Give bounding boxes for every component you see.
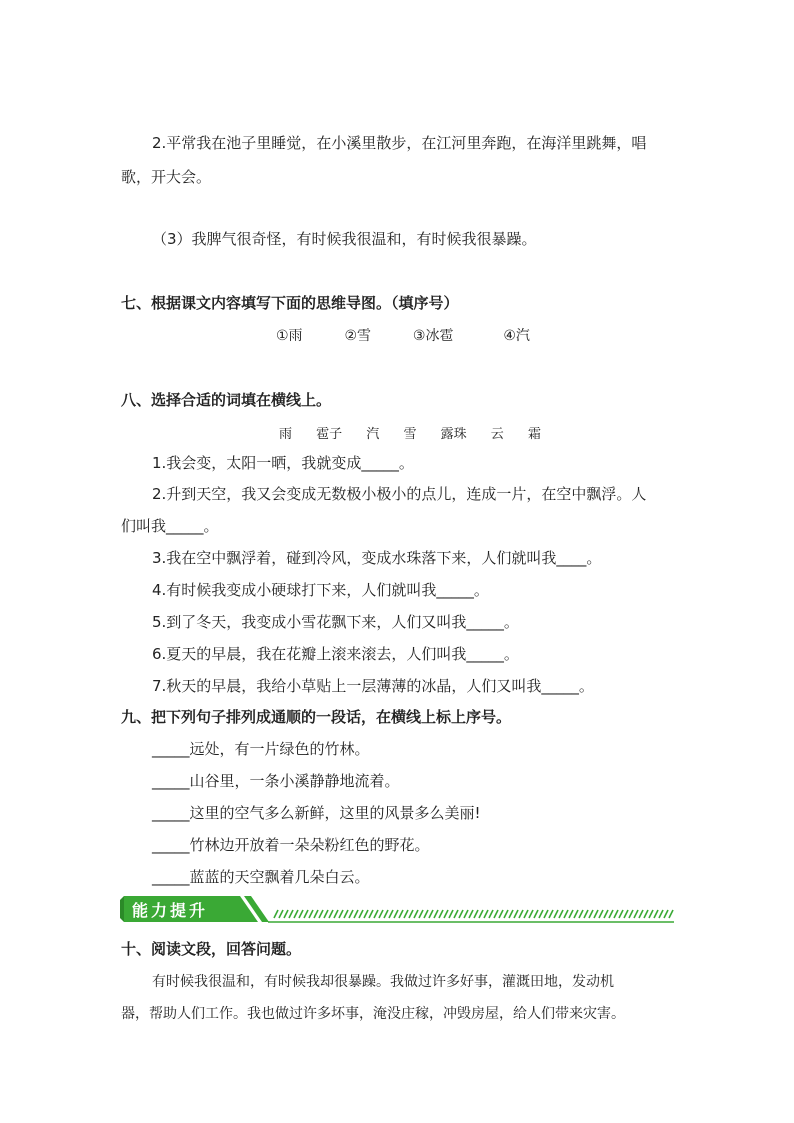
banner-stripe	[589, 910, 593, 918]
banner-stripe	[509, 910, 513, 918]
banner-stripe	[349, 910, 353, 918]
banner-stripe	[529, 910, 533, 918]
banner-label: 能力提升	[132, 901, 209, 920]
banner-stripe	[474, 910, 478, 918]
fill-blank-item: 3.我在空中飘浮着，碰到冷风，变成水珠落下来，人们就叫我____。	[152, 549, 602, 567]
banner-stripe	[599, 910, 603, 918]
banner-stripe	[374, 910, 378, 918]
banner-stripe	[634, 910, 638, 918]
ordering-item: _____竹林边开放着一朵朵粉红色的野花。	[152, 836, 430, 854]
fill-blank-item: 2.升到天空，我又会变成无数极小极小的点儿，连成一片，在空中飘浮。人	[152, 485, 647, 503]
banner-stripe	[594, 910, 598, 918]
banner-stripe	[429, 910, 433, 918]
fill-blank-item: 4.有时候我变成小硬球打下来，人们就叫我_____。	[152, 581, 489, 599]
banner-stripe	[369, 910, 373, 918]
banner-stripe	[344, 910, 348, 918]
fill-blank-item: 们叫我_____。	[121, 517, 219, 535]
banner-stripe	[504, 910, 508, 918]
banner-stripe	[669, 910, 673, 918]
ordering-item: _____这里的空气多么新鲜，这里的风景多么美丽!	[152, 804, 481, 822]
banner-stripe	[564, 910, 568, 918]
banner-stripe	[614, 910, 618, 918]
banner-stripe	[494, 910, 498, 918]
word-item: 露珠	[440, 427, 467, 442]
ability-banner	[118, 892, 678, 928]
banner-stripe	[484, 910, 488, 918]
section-10-title: 十、阅读文段，回答问题。	[121, 940, 302, 958]
banner-stripe	[339, 910, 343, 918]
banner-stripe	[274, 910, 278, 918]
banner-stripe	[359, 910, 363, 918]
banner-stripe	[554, 910, 558, 918]
banner-stripe	[624, 910, 628, 918]
banner-stripe	[489, 910, 493, 918]
word-item: 雪	[403, 427, 417, 442]
banner-stripe	[559, 910, 563, 918]
fill-blank-item: 7.秋天的早晨，我给小草贴上一层薄薄的冰晶，人们又叫我_____。	[152, 677, 594, 695]
banner-stripe	[619, 910, 623, 918]
options-row	[276, 325, 530, 345]
banner-stripe	[659, 910, 663, 918]
banner-stripe	[324, 910, 328, 918]
section-8-title: 八、选择合适的词填在横线上。	[121, 391, 332, 409]
banner-stripe	[314, 910, 318, 918]
word-item: 雹子	[316, 427, 343, 442]
text-line: （3）我脾气很奇怪，有时候我很温和，有时候我很暴躁。	[152, 230, 537, 248]
banner-stripe	[464, 910, 468, 918]
banner-stripe	[549, 910, 553, 918]
word-item: 霜	[527, 427, 541, 442]
banner-stripe	[394, 910, 398, 918]
banner-stripe	[279, 910, 283, 918]
banner-stripe	[514, 910, 518, 918]
banner-stripe	[289, 910, 293, 918]
ordering-item: _____远处，有一片绿色的竹林。	[152, 740, 370, 758]
banner-stripe	[449, 910, 453, 918]
banner-stripe	[379, 910, 383, 918]
banner-stripe	[354, 910, 358, 918]
fill-blank-item: 5.到了冬天，我变成小雪花飘下来，人们又叫我_____。	[152, 613, 519, 631]
banner-stripe	[364, 910, 368, 918]
section-7-title: 七、根据课文内容填写下面的思维导图。（填序号）	[121, 294, 459, 312]
text-line: 2.平常我在池子里睡觉，在小溪里散步，在江河里奔跑，在海洋里跳舞，唱	[152, 134, 647, 152]
banner-stripe	[304, 910, 308, 918]
banner-stripe	[434, 910, 438, 918]
word-item: 汽	[366, 427, 380, 442]
ordering-item: _____蓝蓝的天空飘着几朵白云。	[152, 868, 370, 886]
banner-stripe	[319, 910, 323, 918]
fill-blank-item: 6.夏天的早晨，我在花瓣上滚来滚去，人们叫我_____。	[152, 645, 519, 663]
banner-stripe	[639, 910, 643, 918]
banner-stripe	[409, 910, 413, 918]
banner-stripe	[574, 910, 578, 918]
banner-stripe	[649, 910, 653, 918]
banner-stripe	[519, 910, 523, 918]
option-item: ①雨	[276, 328, 303, 344]
section-9-title: 九、把下列句子排列成通顺的一段话，在横线上标上序号。	[121, 708, 512, 726]
banner-stripe	[384, 910, 388, 918]
banner-stripe	[329, 910, 333, 918]
banner-stripe	[334, 910, 338, 918]
banner-stripe	[584, 910, 588, 918]
reading-paragraph-line: 器，帮助人们工作。我也做过许多坏事，淹没庄稼，冲毁房屋，给人们带来灾害。	[121, 1006, 625, 1022]
banner-stripe	[604, 910, 608, 918]
banner-stripe	[479, 910, 483, 918]
banner-stripe	[539, 910, 543, 918]
banner-stripe	[299, 910, 303, 918]
banner-stripe	[309, 910, 313, 918]
banner-stripe	[294, 910, 298, 918]
option-item: ②雪	[344, 328, 372, 344]
word-item: 雨	[279, 427, 293, 442]
word-item: 云	[490, 427, 504, 442]
text-line: 歌，开大会。	[121, 168, 212, 186]
fill-blank-item: 1.我会变，太阳一晒，我就变成_____。	[152, 454, 414, 472]
option-item: ④汽	[503, 328, 530, 344]
banner-stripe	[389, 910, 393, 918]
banner-stripe	[609, 910, 613, 918]
ordering-item: _____山谷里，一条小溪静静地流着。	[152, 772, 400, 790]
banner-stripe	[414, 910, 418, 918]
banner-stripe	[469, 910, 473, 918]
banner-stripe	[629, 910, 633, 918]
banner-stripe	[424, 910, 428, 918]
banner-stripe	[459, 910, 463, 918]
banner-stripe	[404, 910, 408, 918]
banner-stripe	[419, 910, 423, 918]
option-item: ③冰雹	[412, 328, 454, 344]
banner-stripe	[569, 910, 573, 918]
banner-stripe	[654, 910, 658, 918]
banner-stripe	[454, 910, 458, 918]
banner-stripe	[499, 910, 503, 918]
banner-stripe	[399, 910, 403, 918]
banner-stripe	[579, 910, 583, 918]
banner-stripe	[664, 910, 668, 918]
banner-stripe	[534, 910, 538, 918]
banner-stripe	[544, 910, 548, 918]
banner-stripe	[284, 910, 288, 918]
reading-paragraph-line: 有时候我很温和，有时候我却很暴躁。我做过许多好事，灌溉田地，发动机	[152, 974, 614, 990]
banner-stripe	[524, 910, 528, 918]
banner-stripe	[444, 910, 448, 918]
word-bank	[279, 423, 561, 442]
banner-stripe	[439, 910, 443, 918]
banner-stripe	[644, 910, 648, 918]
